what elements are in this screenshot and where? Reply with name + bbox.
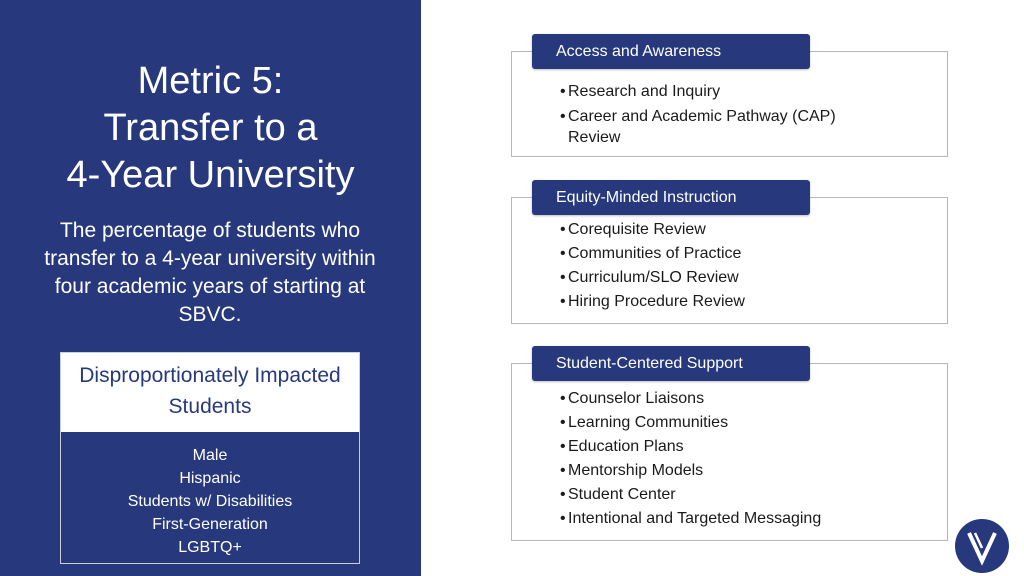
- list-item: • Counselor Liaisons: [560, 387, 880, 411]
- v-chevron-icon: [955, 519, 1009, 573]
- left-panel: [0, 0, 421, 576]
- impacted-group-item: LGBTQ+: [178, 539, 242, 556]
- list-item: • Curriculum/SLO Review: [560, 266, 880, 290]
- impacted-group-item: Students w/ Disabilities: [127, 493, 293, 510]
- impacted-group-item: First-Generation: [152, 516, 268, 533]
- list-item: • Student Center: [560, 483, 880, 507]
- list-item: • Mentorship Models: [560, 459, 880, 483]
- list-item: • Research and Inquiry: [560, 80, 880, 104]
- list-item: • Career and Academic Pathway (CAP) Review: [560, 104, 880, 148]
- list-item: • Communities of Practice: [560, 242, 880, 266]
- card-title-student-support: Student-Centered Support: [532, 346, 810, 381]
- card-title-access-awareness: Access and Awareness: [532, 34, 810, 69]
- impacted-group-item: Hispanic: [179, 470, 241, 487]
- list-item: • Learning Communities: [560, 411, 880, 435]
- card-list-equity-instruction: [560, 218, 880, 314]
- card-list-access-awareness: [560, 80, 880, 148]
- list-item: • Intentional and Targeted Messaging: [560, 507, 880, 531]
- list-item: • Education Plans: [560, 435, 880, 459]
- list-item: • Corequisite Review: [560, 218, 880, 242]
- metric-description: The percentage of students who transfer to a 4-year university within four academic years of starting at SBVC.: [44, 219, 376, 326]
- list-item: • Hiring Procedure Review: [560, 290, 880, 314]
- card-title-equity-instruction: Equity-Minded Instruction: [532, 180, 810, 215]
- title-line-2: Transfer to a: [103, 107, 318, 149]
- title-line-3: 4-Year University: [66, 154, 355, 196]
- impacted-group-item: Male: [192, 447, 228, 464]
- impacted-groups-list: [61, 433, 359, 559]
- impacted-students-header: Disproportionately Impacted Students: [61, 353, 359, 432]
- title-line-1: Metric 5:: [137, 60, 284, 102]
- card-list-student-support: [560, 387, 880, 531]
- impacted-students-box: [60, 352, 360, 564]
- page-title: [0, 58, 421, 199]
